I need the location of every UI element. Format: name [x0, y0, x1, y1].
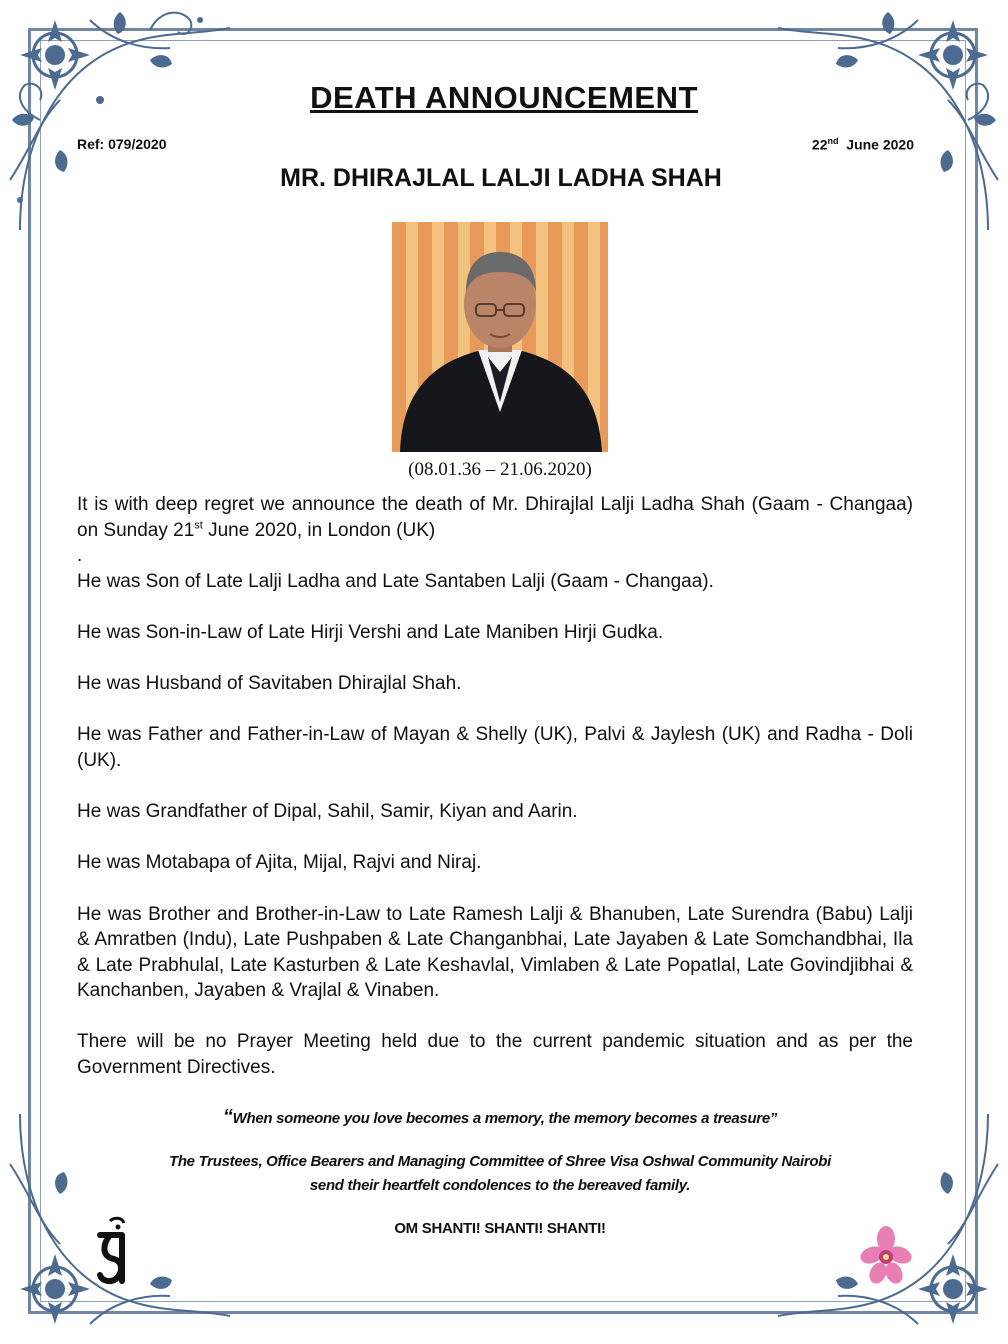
- deceased-name: MR. DHIRAJLAL LALJI LADHA SHAH: [280, 164, 722, 192]
- condolence-message: [0, 1150, 1000, 1198]
- floral-corner-ornament-icon: [758, 0, 1008, 250]
- pink-orchid-flower-icon: [860, 1225, 912, 1287]
- grandfather-paragraph: He was Grandfather of Dipal, Sahil, Samir, Kiyan and Aarin.: [77, 801, 578, 823]
- prayer-paragraph: There will be no Prayer Meeting held due to the current pandemic situation and as per the Government Directives.: [77, 1031, 913, 1079]
- date-month-year: June 2020: [846, 136, 914, 153]
- condolence-line-1: The Trustees, Office Bearers and Managing Committee of Shree Visa Oshwal Community Nairobi: [168, 1153, 832, 1170]
- date-suffix: nd: [827, 136, 839, 146]
- memorial-quote: [0, 1106, 1000, 1129]
- date-day: 22: [811, 136, 828, 153]
- intro-ordinal: st: [194, 519, 203, 532]
- condolence-line-2: send their heartfelt condolences to the bereaved family.: [309, 1177, 691, 1194]
- intro-text-b: June 2020, in London (UK): [202, 519, 436, 541]
- floral-corner-ornament-icon: [758, 1094, 1008, 1344]
- reference-number: Ref: 079/2020: [77, 136, 167, 152]
- son-in-law-paragraph: He was Son-in-Law of Late Hirji Vershi and Late Maniben Hirji Gudka.: [77, 621, 664, 643]
- quote-text: When someone you love becomes a memory, the memory becomes a treasure”: [232, 1110, 778, 1127]
- portrait-photo: [392, 222, 608, 452]
- intro-paragraph: [77, 492, 913, 543]
- son-paragraph: He was Son of Late Lalji Ladha and Late Santaben Lalji (Gaam - Changaa).: [77, 570, 714, 592]
- brother-paragraph: He was Brother and Brother-in-Law to Late Ramesh Lalji & Bhanuben, Late Surendra (Babu) Lalji & Amratben (Indu), Late Pushpaben & Late Changanbhai, Late Jayaben & Late Somchandbhai, Ila & Late Prabhulal, Late Kasturben & Late Keshavlal, Vimlaben & Late Popatlal, Late Govindjibhai & Kanchanben, Jayaben & Vrajlal & Vinaben.: [77, 903, 913, 1002]
- announcement-body: [77, 492, 913, 1106]
- life-dates: (08.01.36 – 21.06.2020): [408, 459, 592, 480]
- floral-corner-ornament-icon: [0, 0, 250, 250]
- motabapa-paragraph: He was Motabapa of Ajita, Mijal, Rajvi and Niraj.: [77, 852, 482, 874]
- father-paragraph: He was Father and Father-in-Law of Mayan & Shelly (UK), Palvi & Jaylesh (UK) and Radha - Doli (UK).: [77, 724, 913, 771]
- intro-text-a: It is with deep regret we announce the death of Mr. Dhirajlal Lalji Ladha Shah (Gaam - Changaa) on Sunday 21: [77, 494, 913, 541]
- page-title: DEATH ANNOUNCEMENT: [310, 80, 698, 115]
- jain-om-symbol-icon: [92, 1215, 136, 1287]
- quote-open-mark: “: [222, 1106, 233, 1128]
- announcement-date: [812, 136, 914, 153]
- husband-paragraph: He was Husband of Savitaben Dhirajlal Shah.: [77, 673, 462, 695]
- closing-prayer: OM SHANTI! SHANTI! SHANTI!: [394, 1220, 606, 1237]
- intro-dot: .: [77, 545, 83, 567]
